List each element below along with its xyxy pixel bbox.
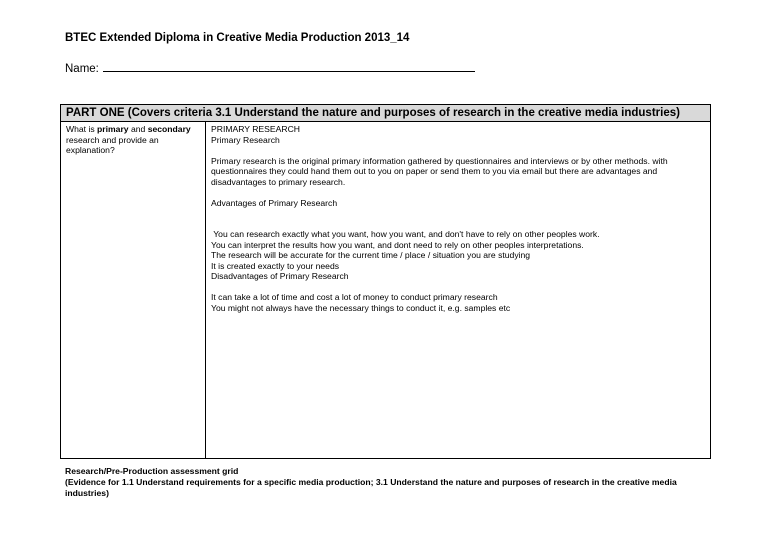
part-one-heading: PART ONE (Covers criteria 3.1 Understand the nature and purposes of research in the creative media industries) <box>61 105 710 122</box>
advantage-item: The research will be accurate for the current time / place / situation you are studying <box>211 250 531 260</box>
advantage-item: You can research exactly what you want, how you want, and don't have to rely on other peoples work. <box>211 229 600 239</box>
question-middle: and <box>128 124 148 134</box>
question-suffix: research and provide an explanation? <box>66 134 159 155</box>
assessment-footer <box>65 466 705 499</box>
document-title: BTEC Extended Diploma in Creative Media Production 2013_14 <box>65 32 410 44</box>
disadvantages-heading: Disadvantages of Primary Research <box>211 271 349 281</box>
disadvantage-item: It can take a lot of time and cost a lot of money to conduct primary research <box>211 292 498 302</box>
name-blank-line <box>103 60 475 72</box>
part-one-table <box>60 104 711 459</box>
question-primary: primary <box>97 124 129 134</box>
answer-definition: Primary research is the original primary information gathered by questionnaires and interviews or by other methods. with questionnaires they could hand them out to you on paper or send them to you via email but there are advantages and disadvantages to primary research. <box>211 155 668 187</box>
disadvantage-item: You might not always have the necessary things to conduct it, e.g. samples etc <box>211 302 511 313</box>
answer-cell <box>211 124 706 313</box>
advantage-item: You can interpret the results how you want, and dont need to rely on other peoples interpretations. <box>211 239 584 250</box>
advantage-item: It is created exactly to your needs <box>211 260 340 271</box>
grid-title: Research/Pre-Production assessment grid <box>65 466 239 476</box>
name-label: Name: <box>65 63 99 75</box>
question-cell <box>66 124 202 156</box>
question-secondary: secondary <box>147 124 191 134</box>
advantages-heading: Advantages of Primary Research <box>211 197 338 208</box>
column-divider <box>205 122 206 458</box>
question-prefix: What is <box>66 124 98 134</box>
answer-heading: Primary Research <box>211 134 280 145</box>
evidence-text: (Evidence for 1.1 Understand requirements for a specific media production; 3.1 Understand the nature and purposes of research in the creative media industries) <box>65 477 677 498</box>
name-field <box>65 60 475 75</box>
answer-heading-caps: PRIMARY RESEARCH <box>211 124 300 134</box>
